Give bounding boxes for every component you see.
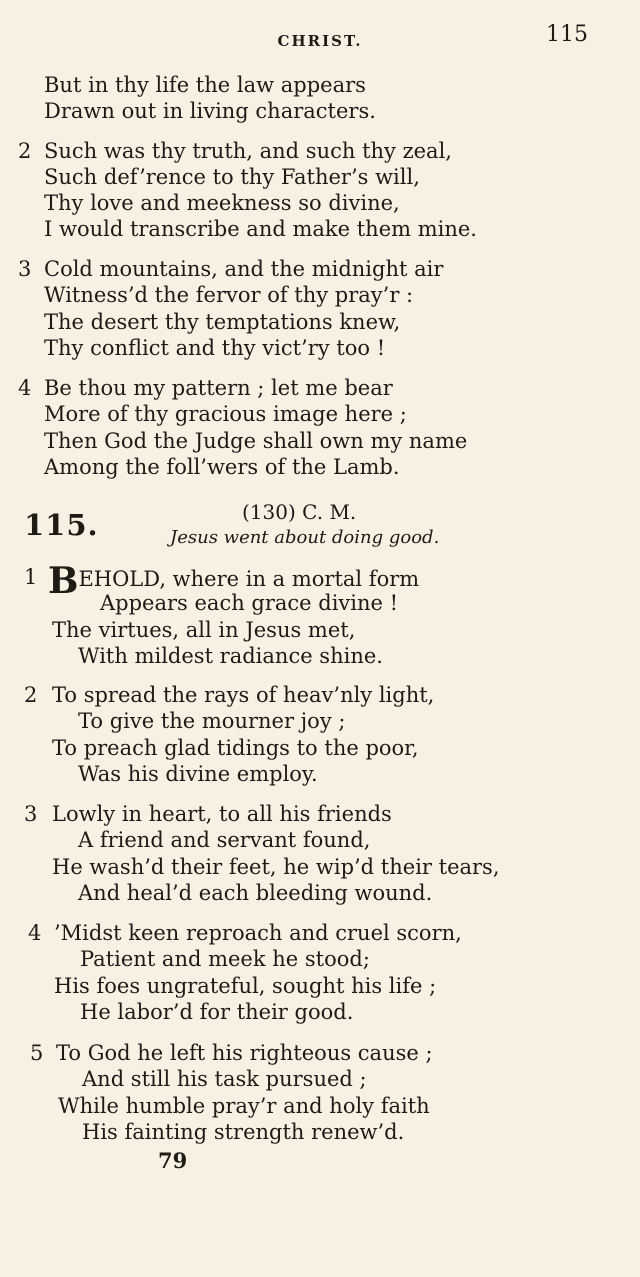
- stanza-number: 1: [24, 565, 38, 589]
- verse-line: Thy love and meekness so divine,: [44, 191, 400, 215]
- verse-text: EHOLD, where in a mortal form: [78, 567, 420, 591]
- stanza-number: 3: [24, 802, 38, 826]
- verse-line: Such was thy truth, and such thy zeal,: [44, 139, 452, 163]
- stanza-number: 4: [28, 921, 42, 945]
- verse-line: Lowly in heart, to all his friends: [52, 802, 392, 826]
- verse-line: Then God the Judge shall own my name: [44, 429, 468, 453]
- verse-line: Patient and meek he stood;: [80, 947, 370, 971]
- stanza-number: 2: [18, 139, 32, 163]
- verse-line: Be thou my pattern ; let me bear: [44, 376, 393, 400]
- signature-mark: 79: [158, 1148, 188, 1173]
- verse-line: His foes ungrateful, sought his life ;: [54, 974, 437, 998]
- verse-line: The virtues, all in Jesus met,: [52, 618, 356, 642]
- stanza-number: 2: [24, 683, 38, 707]
- hymn-number: 115.: [24, 508, 99, 542]
- verse-line: ’Midst keen reproach and cruel scorn,: [54, 921, 462, 945]
- verse-line: Cold mountains, and the midnight air: [44, 257, 444, 281]
- verse-line: Appears each grace divine !: [100, 591, 399, 615]
- verse-line: A friend and servant found,: [78, 828, 371, 852]
- verse-line: His fainting strength renew’d.: [82, 1120, 405, 1144]
- verse-line: While humble pray’r and holy faith: [58, 1094, 430, 1118]
- verse-line: With mildest radiance shine.: [78, 644, 383, 668]
- stanza-number: 4: [18, 376, 32, 400]
- verse-line: Witness’d the fervor of thy pray’r :: [44, 283, 414, 307]
- verse-line: And heal’d each bleeding wound.: [78, 881, 433, 905]
- verse-line: More of thy gracious image here ;: [44, 402, 407, 426]
- verse-line: To spread the rays of heav’nly light,: [52, 683, 435, 707]
- verse-line: Was his divine employ.: [78, 762, 318, 786]
- verse-line: I would transcribe and make them mine.: [44, 217, 477, 241]
- verse-line: The desert thy temptations knew,: [44, 310, 401, 334]
- stanza-number: 3: [18, 257, 32, 281]
- verse-line: And still his task pursued ;: [82, 1067, 367, 1091]
- verse-line: To preach glad tidings to the poor,: [52, 736, 419, 760]
- verse-line: Among the foll’wers of the Lamb.: [44, 455, 400, 479]
- verse-line: Thy conflict and thy vict’ry too !: [44, 336, 386, 360]
- verse-line: He wash’d their feet, he wip’d their tears,: [52, 855, 500, 879]
- verse-line: Such def’rence to thy Father’s will,: [44, 165, 420, 189]
- verse-line: But in thy life the law appears: [44, 73, 366, 97]
- verse-line: He labor’d for their good.: [80, 1000, 354, 1024]
- running-title: CHRIST.: [277, 32, 363, 50]
- drop-cap: B: [48, 560, 79, 602]
- verse-line: Drawn out in living characters.: [44, 99, 376, 123]
- hymn-meter: (130) C. M.: [242, 500, 357, 524]
- first-verse-line: [48, 560, 420, 602]
- hymn-subtitle: Jesus went about doing good.: [170, 527, 440, 548]
- stanza-number: 5: [30, 1041, 44, 1065]
- page-number: 115: [546, 22, 588, 47]
- verse-line: To God he left his righteous cause ;: [56, 1041, 433, 1065]
- verse-line: To give the mourner joy ;: [78, 709, 346, 733]
